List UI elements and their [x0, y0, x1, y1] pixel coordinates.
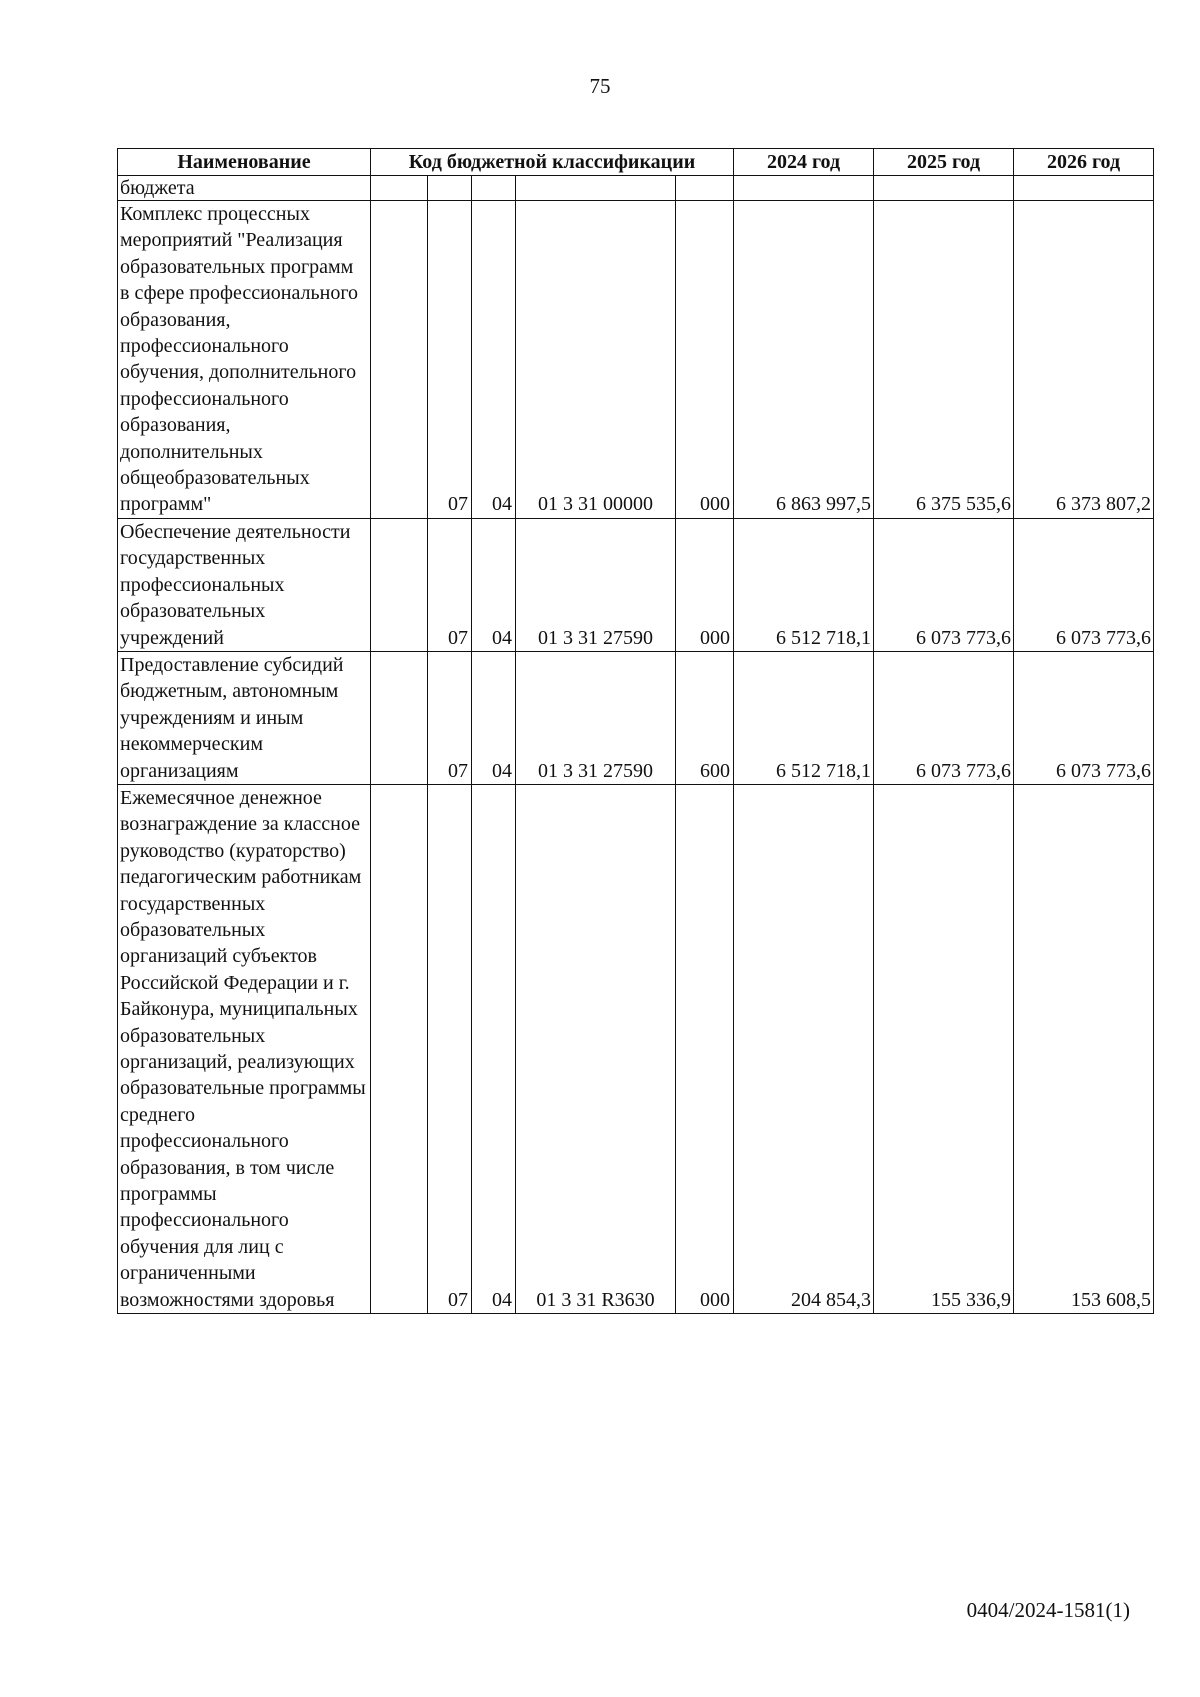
subheader-cell	[734, 176, 874, 201]
row-code-expense-type: 000	[676, 784, 734, 1313]
row-sum-2024: 6 512 718,1	[734, 518, 874, 651]
table-row	[118, 784, 1154, 1313]
row-code-section: 07	[428, 784, 472, 1313]
row-code-subsection: 04	[472, 784, 516, 1313]
row-name: Предоставление субсидий бюджетным, автономным учреждениям и иным некоммерческим организациям	[118, 651, 371, 784]
row-code-subsection: 04	[472, 201, 516, 519]
subheader-cell	[516, 176, 676, 201]
row-code-1	[371, 651, 428, 784]
row-code-expense-type: 600	[676, 651, 734, 784]
subheader-cell	[1014, 176, 1154, 201]
row-code-1	[371, 201, 428, 519]
row-code-expense-type: 000	[676, 518, 734, 651]
table-header-row	[118, 149, 1154, 176]
row-sum-2026: 6 073 773,6	[1014, 518, 1154, 651]
table-row	[118, 518, 1154, 651]
row-sum-2024: 204 854,3	[734, 784, 874, 1313]
row-code-subsection: 04	[472, 651, 516, 784]
budget-table	[117, 148, 1154, 1314]
row-sum-2024: 6 512 718,1	[734, 651, 874, 784]
row-sum-2025: 6 073 773,6	[874, 651, 1014, 784]
row-code-1	[371, 784, 428, 1313]
header-2024: 2024 год	[734, 149, 874, 176]
row-sum-2026: 6 073 773,6	[1014, 651, 1154, 784]
subheader-cell	[371, 176, 428, 201]
subheader-cell	[676, 176, 734, 201]
row-sum-2026: 153 608,5	[1014, 784, 1154, 1313]
row-code-target: 01 3 31 00000	[516, 201, 676, 519]
page-number: 75	[589, 74, 611, 98]
row-name: Комплекс процессных мероприятий "Реализация образовательных программ в сфере профессионального образования, профессионального обучения, дополнительного профессионального образования, дополнительных общеобразовательных программ"	[118, 201, 371, 519]
table-subheader-row	[118, 176, 1154, 201]
row-code-1	[371, 518, 428, 651]
row-code-expense-type: 000	[676, 201, 734, 519]
row-code-subsection: 04	[472, 518, 516, 651]
row-name: Ежемесячное денежное вознаграждение за классное руководство (кураторство) педагогическим работникам государственных образовательных организаций субъектов Российской Федерации и г. Байконура, муниципальных образовательных организаций, реализующих образовательные программы среднего профессионального образования, в том числе программы профессионального обучения для лиц с ограниченными возможностями здоровья	[118, 784, 371, 1313]
table-row	[118, 201, 1154, 519]
subheader-cell	[874, 176, 1014, 201]
document-registration-code: 0404/2024-1581(1)	[966, 1598, 1130, 1622]
subheader-name: бюджета	[118, 176, 371, 201]
row-code-target: 01 3 31 27590	[516, 518, 676, 651]
header-name: Наименование	[118, 149, 371, 176]
row-code-section: 07	[428, 201, 472, 519]
row-sum-2026: 6 373 807,2	[1014, 201, 1154, 519]
row-sum-2025: 155 336,9	[874, 784, 1014, 1313]
row-code-section: 07	[428, 651, 472, 784]
header-2026: 2026 год	[1014, 149, 1154, 176]
header-2025: 2025 год	[874, 149, 1014, 176]
row-sum-2025: 6 073 773,6	[874, 518, 1014, 651]
row-code-target: 01 3 31 27590	[516, 651, 676, 784]
row-code-section: 07	[428, 518, 472, 651]
row-code-target: 01 3 31 R3630	[516, 784, 676, 1313]
row-sum-2025: 6 375 535,6	[874, 201, 1014, 519]
header-code: Код бюджетной классификации	[371, 149, 734, 176]
subheader-cell	[472, 176, 516, 201]
row-name: Обеспечение деятельности государственных профессиональных образовательных учреждений	[118, 518, 371, 651]
row-sum-2024: 6 863 997,5	[734, 201, 874, 519]
subheader-cell	[428, 176, 472, 201]
table-row	[118, 651, 1154, 784]
